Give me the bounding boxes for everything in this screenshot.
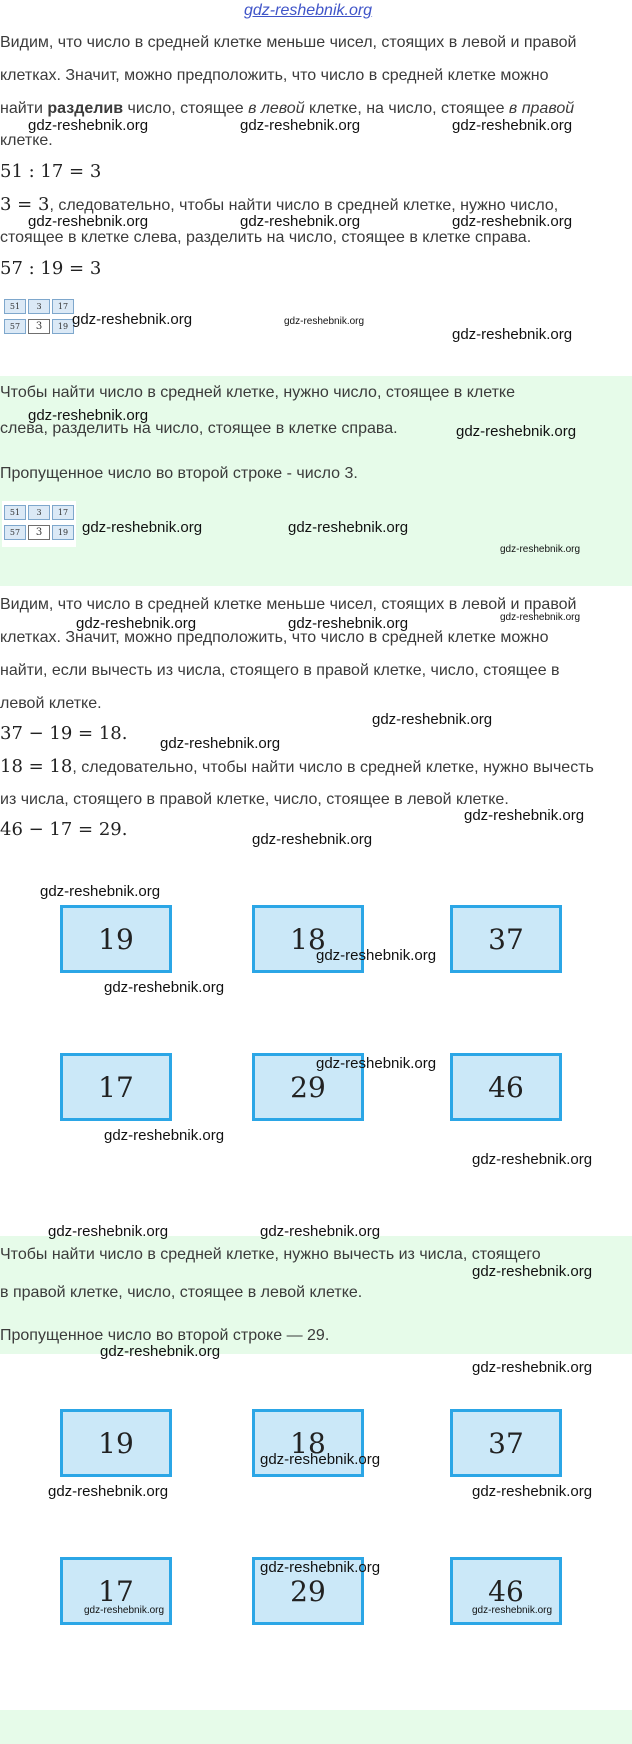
thumb-cell: 3	[28, 299, 50, 314]
s2-line5: 18 = 18, следовательно, чтобы найти число в средней клетке, нужно вычесть	[0, 756, 594, 777]
s2-equation-1: 37 − 19 = 18.	[0, 723, 128, 744]
watermark: gdz-reshebnik.org	[104, 1127, 225, 1144]
watermark: gdz-reshebnik.org	[260, 1559, 381, 1576]
a1-line2: слева, разделить на число, стоящее в клетке справа.	[0, 420, 398, 437]
grid-cell-answer: 29	[252, 1053, 364, 1121]
s1-line2: клетках. Значит, можно предположить, что число в средней клетке можно	[0, 67, 549, 84]
grid-cell-answer: 29	[252, 1557, 364, 1625]
grid-cell: 17	[60, 1557, 172, 1625]
watermark-small: gdz-reshebnik.org	[84, 1605, 165, 1616]
thumb-cell: 51	[4, 505, 26, 520]
watermark: gdz-reshebnik.org	[472, 1359, 593, 1376]
thumb-cell: 17	[52, 299, 74, 314]
s2-line4: левой клетке.	[0, 695, 102, 712]
watermark: gdz-reshebnik.org	[472, 1151, 593, 1168]
watermark-small: gdz-reshebnik.org	[284, 316, 365, 327]
watermark-small: gdz-reshebnik.org	[500, 612, 581, 623]
thumb-cell-answer: 3	[28, 319, 50, 334]
thumb-cell: 57	[4, 525, 26, 540]
watermark: gdz-reshebnik.org	[28, 213, 149, 230]
watermark: gdz-reshebnik.org	[28, 117, 149, 134]
watermark: gdz-reshebnik.org	[288, 519, 409, 536]
grid-cell: 18	[252, 1409, 364, 1477]
s2-line2: клетках. Значит, можно предположить, что число в средней клетке можно	[0, 629, 549, 646]
bottom-strip	[0, 1710, 632, 1744]
watermark: gdz-reshebnik.org	[316, 947, 437, 964]
grid-cell: 37	[450, 1409, 562, 1477]
watermark: gdz-reshebnik.org	[252, 831, 373, 848]
watermark: gdz-reshebnik.org	[260, 1223, 381, 1240]
thumb-cell: 57	[4, 319, 26, 334]
a1-line1: Чтобы найти число в средней клетке, нужно число, стоящее в клетке	[0, 384, 516, 401]
s1-line6: стоящее в клетке слева, разделить на число, стоящее в клетке справа.	[0, 229, 532, 246]
site-watermark-top[interactable]: gdz-reshebnik.org	[244, 2, 373, 19]
watermark: gdz-reshebnik.org	[240, 117, 361, 134]
watermark: gdz-reshebnik.org	[472, 1263, 593, 1280]
watermark: gdz-reshebnik.org	[100, 1343, 221, 1360]
watermark: gdz-reshebnik.org	[288, 615, 409, 632]
watermark: gdz-reshebnik.org	[452, 326, 573, 343]
thumb-cell: 19	[52, 525, 74, 540]
watermark: gdz-reshebnik.org	[48, 1223, 169, 1240]
a1-line3: Пропущенное число во второй строке - число 3.	[0, 465, 358, 482]
grid-cell: 46	[450, 1053, 562, 1121]
a2-line3: Пропущенное число во второй строке — 29.	[0, 1327, 330, 1344]
watermark: gdz-reshebnik.org	[456, 423, 577, 440]
grid-cell: 18	[252, 905, 364, 973]
watermark: gdz-reshebnik.org	[72, 311, 193, 328]
watermark: gdz-reshebnik.org	[452, 213, 573, 230]
s2-line1: Видим, что число в средней клетке меньше чисел, стоящих в левой и правой	[0, 596, 577, 613]
watermark: gdz-reshebnik.org	[464, 807, 585, 824]
s1-line4: клетке.	[0, 132, 53, 149]
s1-line5: 3 = 3, следовательно, чтобы найти число в средней клетке, нужно число,	[0, 194, 559, 215]
s2-line6: из числа, стоящего в правой клетке, число, стоящее в левой клетке.	[0, 791, 509, 808]
watermark: gdz-reshebnik.org	[260, 1451, 381, 1468]
s1-equation-2: 57 : 19 = 3	[0, 258, 102, 279]
grid-cell: 46	[450, 1557, 562, 1625]
watermark: gdz-reshebnik.org	[76, 615, 197, 632]
watermark: gdz-reshebnik.org	[160, 735, 281, 752]
s2-line3: найти, если вычесть из числа, стоящего в правой клетке, число, стоящее в	[0, 662, 560, 679]
watermark: gdz-reshebnik.org	[28, 407, 149, 424]
watermark: gdz-reshebnik.org	[452, 117, 573, 134]
watermark: gdz-reshebnik.org	[82, 519, 203, 536]
watermark: gdz-reshebnik.org	[316, 1055, 437, 1072]
s2-equation-2: 46 − 17 = 29.	[0, 819, 128, 840]
thumb-cell-answer: 3	[28, 525, 50, 540]
thumb-cell: 3	[28, 505, 50, 520]
watermark-small: gdz-reshebnik.org	[472, 1605, 553, 1616]
a2-line2: в правой клетке, число, стоящее в левой клетке.	[0, 1284, 363, 1301]
a2-line1: Чтобы найти число в средней клетке, нужно вычесть из числа, стоящего	[0, 1246, 541, 1263]
watermark: gdz-reshebnik.org	[472, 1483, 593, 1500]
thumb-cell: 51	[4, 299, 26, 314]
watermark: gdz-reshebnik.org	[40, 883, 161, 900]
s1-line3: найти разделив число, стоящее в левой клетке, на число, стоящее в правой	[0, 100, 575, 117]
watermark: gdz-reshebnik.org	[240, 213, 361, 230]
watermark: gdz-reshebnik.org	[48, 1483, 169, 1500]
watermark: gdz-reshebnik.org	[372, 711, 493, 728]
watermark-small: gdz-reshebnik.org	[500, 544, 581, 555]
grid-cell: 19	[60, 905, 172, 973]
s1-line1: Видим, что число в средней клетке меньше чисел, стоящих в левой и правой	[0, 34, 577, 51]
thumb-cell: 17	[52, 505, 74, 520]
thumb-cell: 19	[52, 319, 74, 334]
watermark: gdz-reshebnik.org	[104, 979, 225, 996]
grid-cell: 37	[450, 905, 562, 973]
s1-equation-1: 51 : 17 = 3	[0, 161, 102, 182]
grid-cell: 17	[60, 1053, 172, 1121]
grid-cell: 19	[60, 1409, 172, 1477]
